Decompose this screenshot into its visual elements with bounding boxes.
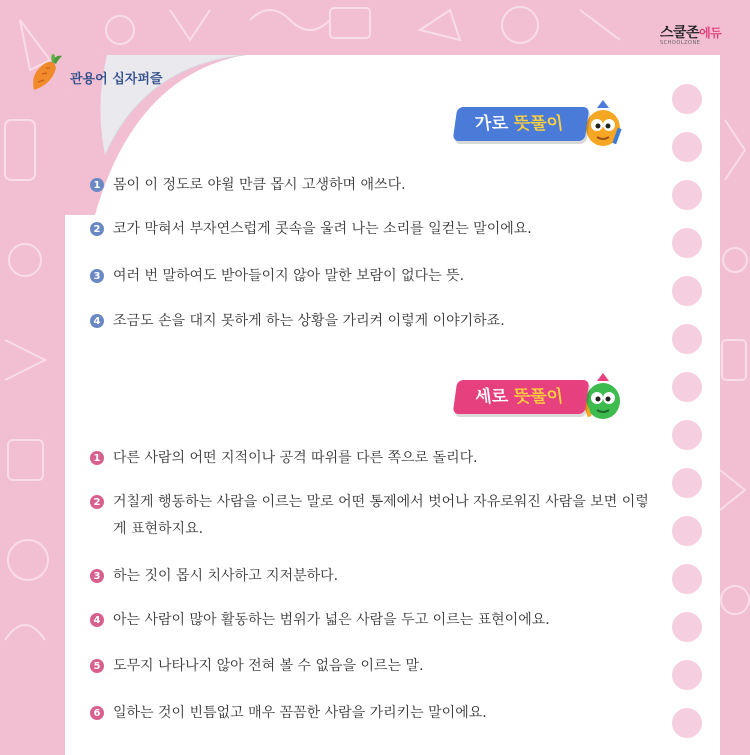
down-tag-highlight: 뜻풀이: [512, 387, 565, 407]
clue-text: 아는 사람이 많아 활동하는 범위가 넓은 사람을 두고 이르는 표현이에요.: [113, 612, 550, 628]
clue-number: 6: [90, 706, 104, 720]
down-clue-4: [90, 607, 650, 634]
clue-number: 1: [90, 451, 104, 465]
binder-hole: [672, 324, 702, 354]
brand-name: 스쿨존: [660, 25, 700, 41]
binder-hole: [672, 468, 702, 498]
down-clue-5: [90, 653, 650, 680]
brand-logo: [660, 22, 721, 46]
across-tag-label: [453, 107, 590, 141]
down-tag-word: 세로: [473, 387, 510, 407]
clue-number: 3: [90, 269, 104, 283]
across-clue-3: [90, 263, 650, 290]
binder-hole: [672, 516, 702, 546]
across-clue-1: [90, 172, 650, 199]
binder-hole: [672, 228, 702, 258]
binder-hole: [672, 372, 702, 402]
clue-text: 조금도 손을 대지 못하게 하는 상황을 가리켜 이렇게 이야기하죠.: [113, 313, 505, 329]
clue-text: 거칠게 행동하는 사람을 이르는 말로 어떤 통제에서 벗어나 자유로워진 사람을 보면 이렇게 표현하지요.: [113, 494, 649, 537]
clue-text: 일하는 것이 빈틈없고 매우 꼼꼼한 사람을 가리키는 말이에요.: [113, 705, 487, 721]
clue-number: 4: [90, 314, 104, 328]
clue-number: 4: [90, 613, 104, 627]
down-clue-2: [90, 489, 650, 543]
down-tag-label: [453, 380, 590, 414]
brand-sub: SCHOOLZONE: [660, 40, 701, 46]
carrot-icon: [28, 54, 64, 94]
binder-hole: [672, 132, 702, 162]
across-tag-word: 가로: [473, 114, 510, 134]
binder-hole: [672, 180, 702, 210]
clue-number: 1: [90, 178, 104, 192]
binder-hole: [672, 708, 702, 738]
across-clues-tag: [455, 107, 629, 141]
clue-text: 다른 사람의 어떤 지적이나 공격 따위를 다른 쪽으로 돌리다.: [113, 450, 478, 466]
down-clue-1: [90, 445, 650, 472]
binder-hole: [672, 276, 702, 306]
across-clue-2: [90, 216, 650, 243]
across-tag-highlight: 뜻풀이: [512, 114, 565, 134]
binder-hole: [672, 420, 702, 450]
binder-hole: [672, 612, 702, 642]
brand-edu: 에듀: [699, 26, 722, 40]
down-clue-6: [90, 700, 650, 727]
clue-text: 하는 짓이 몹시 치사하고 지저분하다.: [113, 568, 339, 584]
binder-holes: [672, 84, 706, 754]
clue-number: 2: [90, 495, 104, 509]
down-clue-3: [90, 563, 650, 590]
clue-text: 몸이 이 정도로 야윌 만큼 몹시 고생하며 애쓰다.: [113, 177, 406, 193]
across-clue-4: [90, 308, 650, 335]
section-title: 관용어 십자퍼즐: [70, 72, 163, 87]
clue-number: 5: [90, 659, 104, 673]
clue-number: 2: [90, 222, 104, 236]
clue-number: 3: [90, 569, 104, 583]
binder-hole: [672, 660, 702, 690]
clue-text: 도무지 나타나지 않아 전혀 볼 수 없음을 이르는 말.: [113, 658, 424, 674]
clue-text: 여러 번 말하여도 받아들이지 않아 말한 보람이 없다는 뜻.: [113, 268, 465, 284]
binder-hole: [672, 564, 702, 594]
down-clues-tag: [455, 380, 629, 414]
binder-hole: [672, 84, 702, 114]
clue-text: 코가 막혀서 부자연스럽게 콧속을 울려 나는 소리를 일컫는 말이에요.: [113, 221, 532, 237]
